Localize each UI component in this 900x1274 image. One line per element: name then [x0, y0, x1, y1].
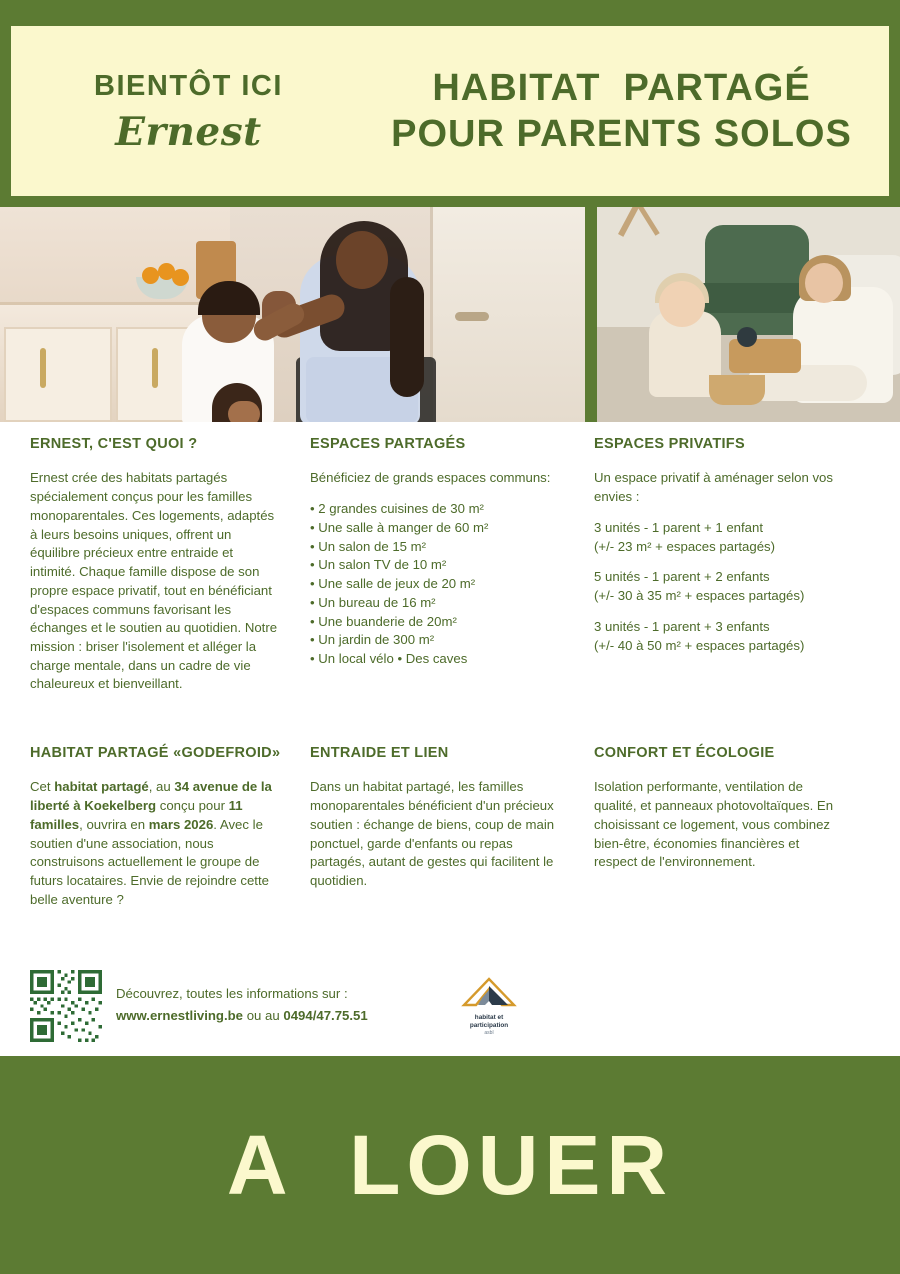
- unit-type-1: [594, 519, 842, 556]
- section-title: ERNEST, C'EST QUOI ?: [30, 436, 198, 452]
- unit-type-3: [594, 618, 842, 655]
- header-bientot-label: BIENTÔT ICI: [94, 70, 283, 103]
- list-item: • 2 grandes cuisines de 30 m²: [310, 501, 484, 517]
- section-title: ENTRAIDE ET LIEN: [310, 745, 449, 761]
- partner-logo: [452, 976, 526, 1034]
- section-ernest-cest-quoi: [30, 436, 310, 694]
- partner-logo-name: [452, 1014, 526, 1030]
- qr-code-icon[interactable]: [30, 970, 102, 1042]
- header-title-line2: POUR PARENTS SOLOS: [391, 113, 852, 155]
- list-item: • Un bureau de 16 m²: [310, 594, 436, 610]
- list-item: • Une salle de jeux de 20 m²: [310, 576, 476, 592]
- section-title: ESPACES PARTAGÉS: [310, 436, 466, 452]
- header-band: [11, 26, 889, 196]
- house-roof-icon: [452, 976, 526, 1008]
- section-title: CONFORT ET ÉCOLOGIE: [594, 745, 775, 761]
- list-item: • Un jardin de 300 m²: [310, 632, 435, 648]
- section-body: Isolation performante, ventilation de qualité, et panneaux photovoltaïques. En choisissant ce logement, vous combinez bien-être, économies financières et respect de l'environnement.: [594, 779, 834, 870]
- bottom-band: [0, 1056, 900, 1274]
- section-habitat-godefroid: [30, 745, 310, 910]
- partner-logo-line1: habitat et: [474, 1014, 504, 1021]
- section-espaces-privatifs: [590, 436, 870, 694]
- unit-line-2: (+/- 40 à 50 m² + espaces partagés): [594, 637, 805, 653]
- partner-logo-sub: asbl: [484, 1030, 494, 1036]
- section-entraide-et-lien: [310, 745, 590, 910]
- section-title: ESPACES PRIVATIFS: [594, 436, 745, 452]
- footer-website[interactable]: www.ernestliving.be: [116, 1007, 244, 1023]
- list-item: • Un salon de 15 m²: [310, 538, 427, 554]
- header-brand-name: Ernest: [115, 108, 262, 155]
- footer-discover-label: Découvrez, toutes les informations sur :: [116, 986, 348, 1001]
- section-body: Ernest crée des habitats partagés spécialement conçus pour les familles monoparentales. Ces logements, adaptés à leurs besoins uniques, offrent un équilibre précieux entre entraide et intimité. Chaque famille dispose de son propre espace privatif, tout en bénéficiant d'espaces communs favorisant les échanges et le soutien au quotidien. Notre mission : briser l'isolement et alléger la charge mentale, dans un cadre de vie chaleureux et bienveillant.: [30, 470, 278, 692]
- photo-kitchen-mother-children: [0, 207, 585, 422]
- content-area: [0, 422, 900, 1056]
- content-row-1: [30, 436, 870, 694]
- section-title: HABITAT PARTAGÉ «GODEFROID»: [30, 745, 281, 761]
- unit-line-2: (+/- 30 à 35 m² + espaces partagés): [594, 588, 805, 604]
- unit-line-2: (+/- 23 m² + espaces partagés): [594, 538, 776, 554]
- section-espaces-partages: [310, 436, 590, 694]
- header-brand-block: [11, 67, 366, 155]
- section-body: Dans un habitat partagé, les familles monoparentales bénéficient d'un précieux soutien : échange de biens, coup de main ponctuel, garde d'enfants ou repas partagés, autant de gestes qui facilitent le quotidien.: [310, 779, 555, 889]
- footer-contact-block: [116, 984, 368, 1026]
- unit-line-1: 3 unités - 1 parent + 1 enfant: [594, 519, 763, 535]
- footer-phone[interactable]: 0494/47.75.51: [283, 1007, 368, 1023]
- header-title-line1: HABITAT PARTAGÉ: [432, 66, 811, 109]
- list-item: • Un salon TV de 10 m²: [310, 557, 447, 573]
- section-confort-et-ecologie: [590, 745, 870, 910]
- footer-phone-prefix: ou au: [243, 1007, 284, 1023]
- section-intro: Un espace privatif à aménager selon vos envies :: [594, 470, 833, 505]
- list-item: • Une buanderie de 20m²: [310, 613, 457, 629]
- unit-line-1: 5 unités - 1 parent + 2 enfants: [594, 569, 770, 585]
- list-item: • Une salle à manger de 60 m²: [310, 519, 489, 535]
- a-louer-label: A LOUER: [226, 1117, 674, 1212]
- section-intro: Bénéficiez de grands espaces communs:: [310, 470, 551, 486]
- section-body: Cet habitat partagé, au 34 avenue de la liberté à Koekelberg conçu pour 11 familles, ouvrira en mars 2026. Avec le soutien d'une association, nous construisons actuellement le groupe de futurs locataires. Envie de rejoindre cette belle aventure ?: [30, 779, 272, 907]
- footer-contact-line: [116, 1006, 368, 1026]
- footer-info: [0, 962, 900, 1056]
- partner-logo-line2: participation: [469, 1022, 509, 1029]
- list-item: • Un local vélo • Des caves: [310, 651, 468, 666]
- unit-type-2: [594, 568, 842, 605]
- header-title-block: [366, 65, 889, 158]
- unit-line-1: 3 unités - 1 parent + 3 enfants: [594, 618, 770, 634]
- content-row-2: [30, 745, 870, 910]
- photo-woman-toddler-playing: [597, 207, 900, 422]
- shared-spaces-list: [310, 500, 562, 669]
- photo-strip: [0, 207, 900, 422]
